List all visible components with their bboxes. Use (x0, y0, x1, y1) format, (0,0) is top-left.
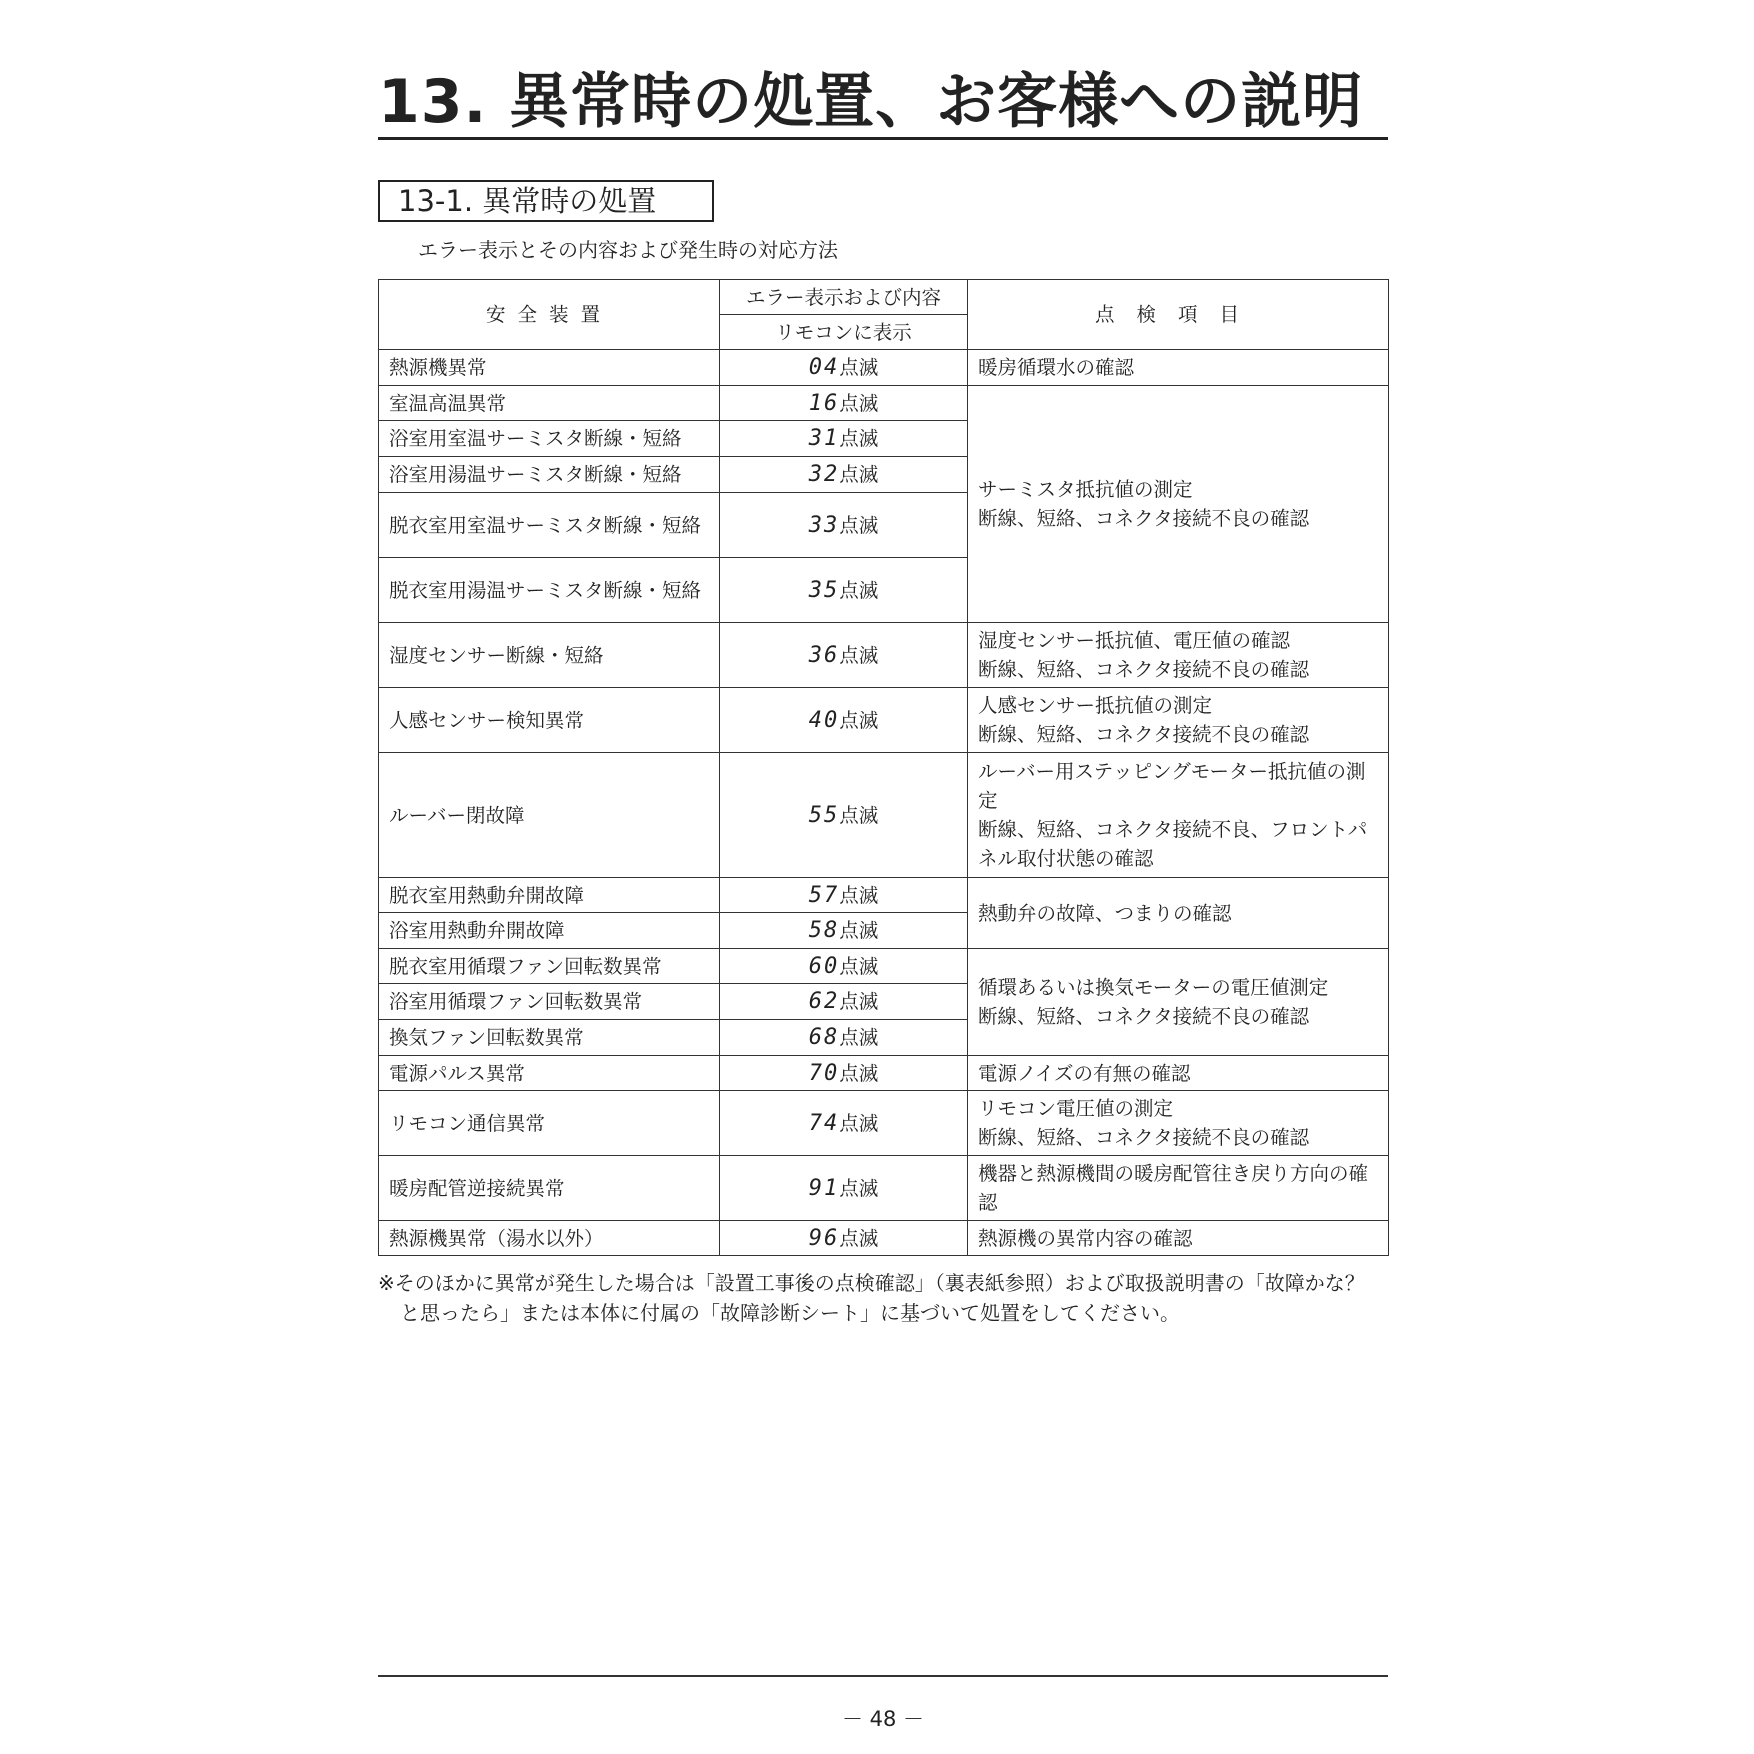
check-line: 断線、短絡、コネクタ接続不良の確認 (978, 658, 1310, 681)
code-cell (720, 421, 968, 457)
code-cell (720, 984, 968, 1020)
header-error-display: エラー表示および内容 (720, 280, 968, 315)
code-cell (720, 913, 968, 949)
check-cell (968, 386, 1389, 623)
device-cell: 暖房配管逆接続異常 (379, 1156, 720, 1221)
error-code: 32 (808, 462, 840, 487)
error-code: 04 (808, 355, 840, 380)
device-cell: 浴室用湯温サーミスタ断線・短絡 (379, 457, 720, 493)
header-remote-display: リモコンに表示 (720, 315, 968, 350)
error-code: 35 (808, 577, 840, 603)
blink-label: 点滅 (839, 643, 879, 667)
code-cell (720, 688, 968, 753)
check-cell (968, 753, 1389, 878)
check-line: ルーバー用ステッピングモーター抵抗値の測定 (978, 760, 1366, 812)
footnote (378, 1268, 1392, 1328)
code-cell (720, 1020, 968, 1056)
device-cell: ルーバー閉故障 (379, 753, 720, 878)
error-code: 58 (808, 918, 840, 943)
error-code: 31 (808, 426, 840, 451)
code-cell (720, 350, 968, 386)
device-cell: 浴室用熱動弁開故障 (379, 913, 720, 949)
code-cell (720, 949, 968, 984)
title-rule (378, 137, 1388, 140)
code-cell (720, 878, 968, 913)
blink-label: 点滅 (839, 990, 879, 1013)
error-code: 62 (808, 989, 840, 1014)
intro-text: エラー表示とその内容および発生時の対応方法 (418, 238, 838, 262)
code-cell (720, 1091, 968, 1156)
blink-label: 点滅 (839, 1111, 879, 1135)
check-line: 熱動弁の故障、つまりの確認 (978, 901, 1232, 925)
check-cell (968, 623, 1389, 688)
code-cell (720, 493, 968, 558)
blink-label: 点滅 (839, 391, 879, 415)
check-line: 断線、短絡、コネクタ接続不良の確認 (978, 1005, 1310, 1028)
code-cell (720, 558, 968, 623)
header-check: 点検項目 (968, 280, 1389, 350)
code-cell (720, 1056, 968, 1091)
blink-label: 点滅 (839, 883, 879, 907)
page-title: 13. 異常時の処置、お客様への説明 (378, 67, 1364, 137)
device-cell: 脱衣室用循環ファン回転数異常 (379, 949, 720, 984)
code-cell (720, 623, 968, 688)
check-cell (968, 1056, 1389, 1091)
device-cell: 熱源機異常（湯水以外） (379, 1221, 720, 1256)
code-cell (720, 457, 968, 493)
check-line: 電源ノイズの有無の確認 (978, 1061, 1191, 1085)
check-line: 断線、短絡、コネクタ接続不良の確認 (978, 507, 1310, 530)
device-cell: 脱衣室用湯温サーミスタ断線・短絡 (379, 558, 720, 623)
error-code: 40 (808, 707, 840, 733)
check-line: 熱源機の異常内容の確認 (978, 1226, 1193, 1250)
blink-label: 点滅 (839, 1176, 879, 1200)
check-cell (968, 688, 1389, 753)
check-cell (968, 1156, 1389, 1221)
device-cell: 浴室用循環ファン回転数異常 (379, 984, 720, 1020)
error-code: 70 (808, 1060, 840, 1086)
check-line: 機器と熱源機間の暖房配管往き戻り方向の確認 (978, 1162, 1369, 1214)
blink-label: 点滅 (839, 578, 879, 602)
check-line: 断線、短絡、コネクタ接続不良の確認 (978, 1126, 1310, 1149)
error-code: 68 (808, 1025, 840, 1050)
device-cell: 脱衣室用熱動弁開故障 (379, 878, 720, 913)
code-cell (720, 1156, 968, 1221)
check-line: 人感センサー抵抗値の測定 (978, 694, 1213, 717)
check-cell (968, 350, 1389, 386)
blink-label: 点滅 (839, 356, 879, 379)
device-cell: 熱源機異常 (379, 350, 720, 386)
check-line: サーミスタ抵抗値の測定 (978, 478, 1193, 501)
blink-label: 点滅 (839, 803, 879, 827)
blink-label: 点滅 (839, 1026, 879, 1049)
device-cell: 湿度センサー断線・短絡 (379, 623, 720, 688)
error-code: 60 (808, 953, 840, 979)
error-code: 74 (808, 1110, 840, 1136)
check-cell (968, 1091, 1389, 1156)
error-code: 55 (808, 802, 840, 828)
device-cell: 人感センサー検知異常 (379, 688, 720, 753)
check-cell (968, 949, 1389, 1056)
blink-label: 点滅 (839, 954, 879, 978)
code-cell (720, 1221, 968, 1256)
error-code: 16 (808, 390, 840, 416)
device-cell: 室温高温異常 (379, 386, 720, 421)
check-line: 湿度センサー抵抗値、電圧値の確認 (978, 629, 1291, 652)
error-code: 91 (808, 1175, 840, 1201)
device-cell: 電源パルス異常 (379, 1056, 720, 1091)
check-cell (968, 878, 1389, 949)
code-cell (720, 386, 968, 421)
blink-label: 点滅 (839, 463, 879, 486)
blink-label: 点滅 (839, 1061, 879, 1085)
footnote-line: と思ったら」または本体に付属の「故障診断シート」に基づいて処置をしてください。 (400, 1301, 1180, 1325)
device-cell: リモコン通信異常 (379, 1091, 720, 1156)
check-line: 断線、短絡、コネクタ接続不良、フロントパネル取付状態の確認 (978, 818, 1368, 870)
header-device: 安全装置 (379, 280, 720, 350)
section-heading: 13-1. 異常時の処置 (378, 180, 714, 222)
check-line: 暖房循環水の確認 (978, 356, 1135, 379)
error-table (378, 279, 1389, 1256)
device-cell: 脱衣室用室温サーミスタ断線・短絡 (379, 493, 720, 558)
blink-label: 点滅 (839, 1226, 879, 1250)
check-line: 循環あるいは換気モーターの電圧値測定 (978, 976, 1329, 999)
check-line: 断線、短絡、コネクタ接続不良の確認 (978, 723, 1310, 746)
footer-rule (378, 1675, 1388, 1677)
error-code: 36 (808, 642, 840, 668)
error-code: 33 (808, 512, 840, 538)
blink-label: 点滅 (839, 919, 879, 942)
footnote-line: ※そのほかに異常が発生した場合は「設置工事後の点検確認」（裏表紙参照）および取扱説明書の「故障かな？ (378, 1271, 1365, 1295)
blink-label: 点滅 (839, 427, 879, 450)
check-cell (968, 1221, 1389, 1256)
error-code: 96 (808, 1225, 840, 1251)
device-cell: 換気ファン回転数異常 (379, 1020, 720, 1056)
code-cell (720, 753, 968, 878)
check-line: リモコン電圧値の測定 (978, 1097, 1174, 1120)
error-code: 57 (808, 882, 840, 908)
blink-label: 点滅 (839, 708, 879, 732)
page-number: － 48 － (841, 1707, 925, 1731)
blink-label: 点滅 (839, 513, 879, 537)
device-cell: 浴室用室温サーミスタ断線・短絡 (379, 421, 720, 457)
